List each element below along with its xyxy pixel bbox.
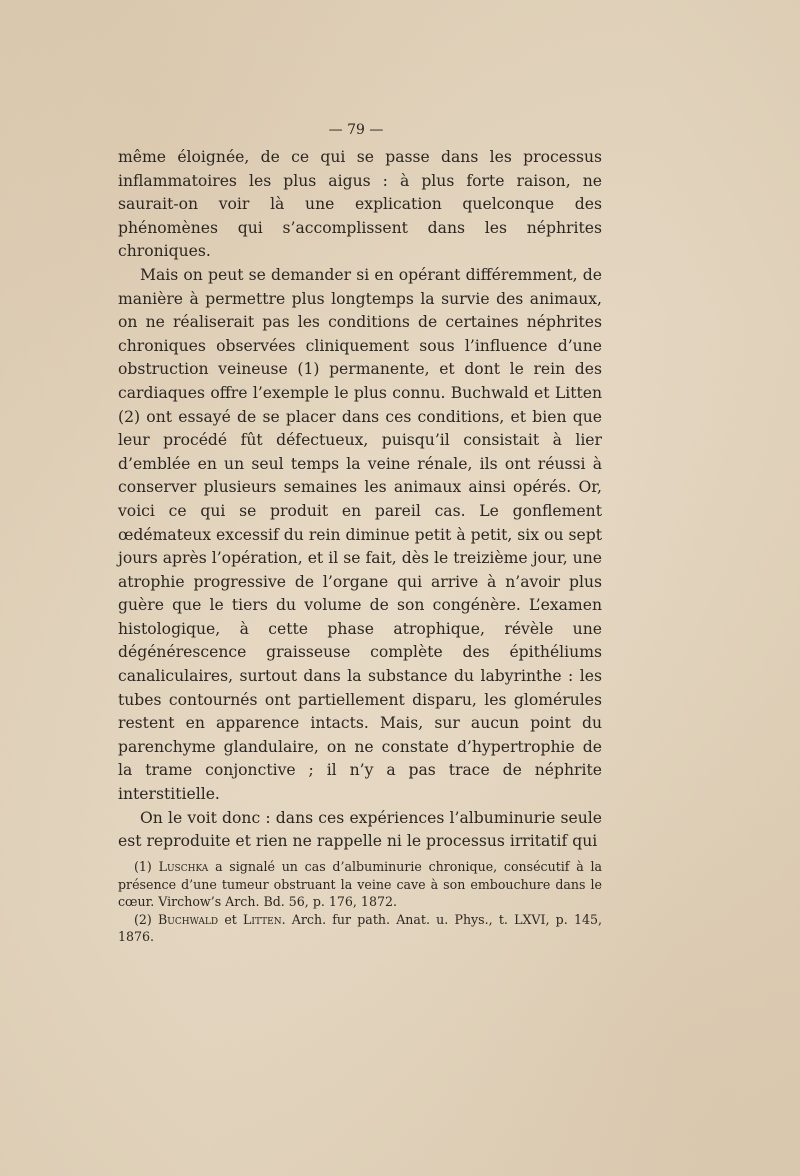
footnote-connector: et	[224, 911, 237, 927]
footnote-marker: (1)	[134, 859, 152, 874]
footnote-author: Luschka	[158, 859, 209, 874]
footnote-1	[118, 858, 602, 911]
paragraph: Mais on peut se demander si en opérant différemment, de manière à permettre plus longtemps la survie des animaux, on ne réaliserait pas les conditions de certaines néphrites chroniques observées cliniquement sous l’influence d’une obstruction veineuse (1) permanente, et dont le rein des cardiaques offre l’exemple le plus connu. Buchwald et Litten (2) ont essayé de se placer dans ces conditions, et bien que leur procédé fût défectueux, puisqu’il consistait à lier d’emblée en un seul temps la veine rénale, ils ont réussi à conserver plusieurs semaines les animaux ainsi opérés. Or, voici ce qui se produit en pareil cas. Le gonflement œdémateux excessif du rein diminue petit à petit, six ou sept jours après l’opération, et il se fait, dès le treizième jour, une atrophie progressive de l’organe qui arrive à n’avoir plus guère que le tiers du volume de son congénère. L’examen histologique, à cette phase atrophique, révèle une dégénérescence graisseuse complète des épithéliums canaliculaires, surtout dans la substance du labyrinthe : les tubes contournés ont partiellement disparu, les glomérules restent en apparence intacts. Mais, sur aucun point du parenchyme glandulaire, on ne constate d’hypertrophie de la trame conjonctive ; il n’y a pas trace de néphrite interstitielle.	[118, 265, 602, 804]
footnote-text: . Arch. fur path. Anat. u. Phys., t. LXVI, p. 145, 1876.	[118, 911, 602, 945]
body-text	[118, 146, 602, 854]
footnote-text: a signalé un cas d’albuminurie chronique, consécutif à la présence d’une tumeur obstruant la veine cave à son embouchure dans le cœur. Virchow’s Arch. Bd. 56, p. 176, 1872.	[118, 859, 602, 910]
footnotes	[118, 858, 602, 946]
footnote-marker: (2)	[134, 911, 152, 927]
page-number: — 79 —	[328, 122, 384, 138]
paragraph: On le voit donc : dans ces expériences l’albuminurie seule est reproduite et rien ne rappelle ni le processus irritatif qui	[118, 808, 602, 851]
paragraph: même éloignée, de ce qui se passe dans les processus inflammatoires les plus aigus : à plus forte raison, ne saurait-on voir là une explication quelconque des phénomènes qui s’accomplissent dans les néphrites chroniques.	[118, 148, 602, 261]
footnote-author: Buchwald	[158, 911, 219, 927]
footnote-2	[118, 911, 602, 946]
footnote-author: Litten	[243, 911, 282, 927]
